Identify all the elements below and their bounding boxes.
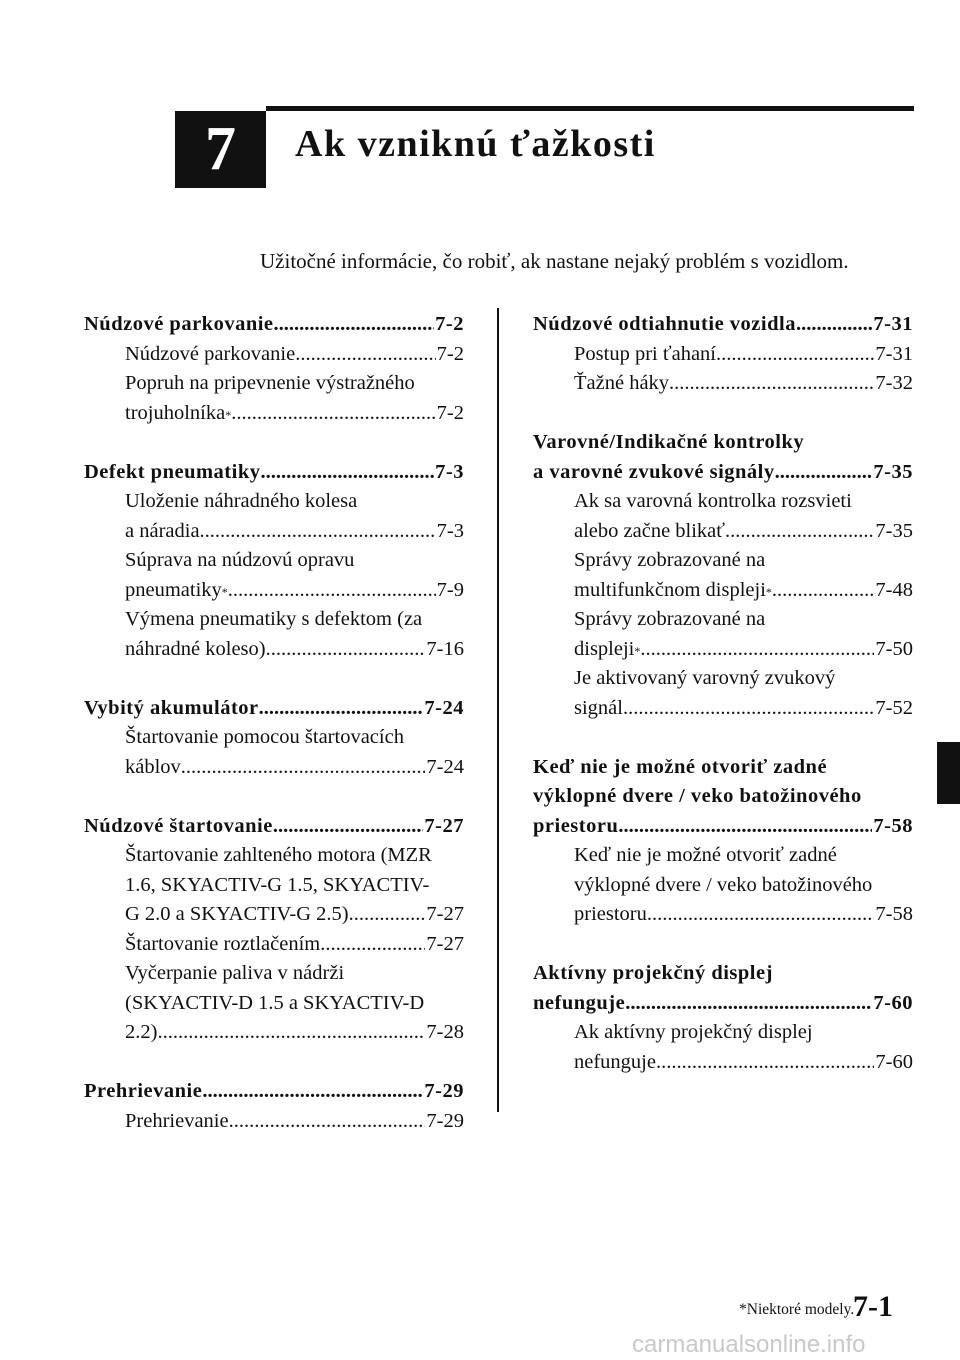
dot-leader — [772, 576, 875, 606]
dot-leader — [623, 694, 874, 724]
toc-sub-entry — [84, 841, 464, 871]
toc-section — [533, 959, 913, 1077]
toc-sub-entry[interactable] — [84, 340, 464, 370]
dot-leader — [157, 1018, 425, 1048]
toc-heading-entry[interactable] — [84, 694, 464, 724]
toc-sub-entry[interactable]: multifunkčnom displeji * ..... 7-48 — [533, 576, 913, 606]
dot-leader — [274, 310, 435, 340]
toc-page-ref: 7-28 — [426, 1021, 464, 1043]
toc-entry-text: priestoru — [574, 903, 647, 925]
toc-sub-entry[interactable] — [84, 635, 464, 665]
toc-sub-entry — [84, 487, 464, 517]
chapter-side-tab — [937, 742, 960, 804]
toc-heading-entry — [533, 959, 913, 989]
toc-entry-text: Núdzové odtiahnutie vozidla — [533, 313, 796, 335]
toc-page-ref: 7-3 — [435, 460, 464, 483]
dot-leader — [228, 576, 436, 606]
toc-entry-text: Súprava na núdzovú opravu — [125, 549, 355, 571]
toc-entry-text: nefunguje — [533, 991, 626, 1014]
toc-entry-text: káblov — [125, 755, 181, 778]
toc-sub-entry[interactable] — [533, 694, 913, 724]
toc-heading-entry[interactable] — [533, 310, 913, 340]
dot-leader — [640, 635, 874, 665]
toc-entry-text: signál — [574, 696, 623, 719]
toc-page-ref: 7-35 — [873, 460, 913, 483]
toc-entry-text: Prehrievanie — [84, 1080, 203, 1102]
toc-heading-entry[interactable] — [84, 1077, 464, 1107]
toc-page-ref: 7-27 — [424, 814, 464, 837]
toc-entry-text: Výmena pneumatiky s defektom (za — [125, 608, 423, 630]
toc-sub-entry[interactable]: pneumatiky * ..... 7-9 — [84, 576, 464, 606]
dot-leader — [320, 930, 425, 960]
toc-sub-entry[interactable] — [533, 517, 913, 547]
toc-heading-entry[interactable] — [533, 458, 913, 488]
dot-leader — [716, 340, 874, 370]
dot-leader — [273, 812, 424, 842]
toc-sub-entry — [533, 487, 913, 517]
toc-entry-text: G 2.0 a SKYACTIV-G 2.5) — [125, 903, 349, 925]
toc-page-ref: 7-48 — [875, 578, 913, 601]
dot-leader — [295, 340, 435, 370]
toc-entry-text: Aktívny projekčný displej — [533, 962, 773, 984]
toc-entry-text: Varovné/Indikačné kontrolky — [533, 431, 805, 453]
toc-page-ref: 7-24 — [426, 755, 464, 778]
toc-entry-text: Núdzové parkovanie — [125, 342, 296, 365]
toc-entry-text: Štartovanie pomocou štartovacích — [125, 726, 404, 748]
toc-sub-entry[interactable]: displeji * ..... 7-50 — [533, 635, 913, 665]
toc-page-ref: 7-2 — [436, 401, 464, 424]
toc-sub-entry — [84, 871, 464, 901]
toc-entry-text: Núdzové parkovanie — [84, 313, 274, 335]
toc-entry-text: displeji — [574, 637, 635, 660]
toc-entry-text: nefunguje — [574, 1050, 656, 1073]
page-number: 7-1 — [853, 1290, 893, 1323]
toc-entry-text: priestoru — [533, 814, 619, 837]
toc-page-ref: 7-52 — [875, 696, 913, 719]
toc-sub-entry — [533, 605, 913, 635]
toc-entry-text: Ak sa varovná kontrolka rozsvieti — [574, 490, 852, 512]
toc-heading-entry — [533, 753, 913, 783]
toc-sub-entry — [84, 369, 464, 399]
dot-leader — [259, 694, 424, 724]
toc-heading-entry[interactable] — [533, 812, 913, 842]
toc-entry-text: výklopné dvere / veko batožinového — [533, 785, 862, 807]
toc-sub-entry — [533, 1018, 913, 1048]
toc-entry-text: Núdzové štartovanie — [84, 814, 273, 837]
toc-sub-entry[interactable] — [84, 1107, 464, 1137]
toc-entry-text: Správy zobrazované na — [574, 549, 766, 571]
toc-page-ref: 7-24 — [424, 696, 464, 719]
dot-leader — [181, 753, 426, 783]
toc-entry-text: Vybitý akumulátor — [84, 696, 259, 719]
toc-entry-text: trojuholníka — [125, 401, 226, 424]
toc-entry-text: 2.2) — [125, 1021, 158, 1043]
toc-section — [533, 753, 913, 930]
toc-section — [84, 1077, 464, 1136]
toc-page-ref: 7-2 — [436, 342, 464, 365]
toc-sub-entry — [84, 546, 464, 576]
dot-leader — [618, 812, 872, 842]
toc-section — [84, 812, 464, 1048]
footnote: *Niektoré modely. — [739, 1301, 855, 1318]
toc-sub-entry[interactable]: trojuholníka * ..... 7-2 — [84, 399, 464, 429]
toc-heading-entry[interactable] — [84, 310, 464, 340]
toc-sub-entry[interactable] — [533, 369, 913, 399]
toc-entry-text: Ak aktívny projekčný displej — [574, 1021, 813, 1043]
toc-sub-entry[interactable] — [84, 930, 464, 960]
toc-page-ref: 7-60 — [873, 991, 913, 1014]
toc-entry-text: Uloženie náhradného kolesa — [125, 490, 358, 512]
toc-section — [84, 310, 464, 428]
toc-entry-text: Defekt pneumatiky — [84, 460, 261, 483]
toc-entry-text: alebo začne blikať — [574, 519, 726, 542]
dot-leader — [796, 310, 872, 340]
toc-page-ref: 7-27 — [426, 903, 464, 925]
toc-sub-entry — [84, 723, 464, 753]
toc-entry-text: (SKYACTIV-D 1.5 a SKYACTIV-D — [125, 991, 425, 1014]
toc-entry-text: výklopné dvere / veko batožinového — [574, 873, 873, 896]
toc-page-ref: 7-32 — [875, 372, 913, 394]
toc-sub-entry — [533, 871, 913, 901]
toc-sub-entry[interactable] — [84, 1018, 464, 1048]
toc-sub-entry — [533, 546, 913, 576]
toc-entry-text: náhradné koleso) — [125, 637, 266, 660]
toc-sub-entry[interactable] — [533, 1048, 913, 1078]
dot-leader — [656, 1048, 874, 1078]
toc-page-ref: 7-50 — [875, 637, 913, 660]
toc-sub-entry[interactable] — [84, 517, 464, 547]
toc-page-ref: 7-9 — [436, 578, 464, 601]
toc-entry-text: multifunkčnom displeji — [574, 578, 766, 601]
toc-page-ref: 7-58 — [875, 903, 913, 925]
toc-section — [84, 458, 464, 665]
dot-leader — [231, 399, 435, 429]
toc-entry-text: Keď nie je možné otvoriť zadné — [574, 844, 837, 866]
toc-entry-text: Prehrievanie — [125, 1109, 229, 1132]
chapter-intro: Užitočné informácie, čo robiť, ak nastane nejaký problém s vozidlom. — [260, 249, 849, 273]
dot-leader — [260, 458, 434, 488]
toc-entry-text: Vyčerpanie paliva v nádrži — [125, 962, 345, 984]
column-divider — [497, 308, 499, 1112]
toc-entry-text: Správy zobrazované na — [574, 608, 766, 630]
chapter-title: Ak vzniknú ťažkosti — [295, 123, 656, 165]
toc-sub-entry — [533, 664, 913, 694]
toc-heading-entry[interactable] — [84, 812, 464, 842]
toc-sub-entry — [84, 989, 464, 1019]
toc-sub-entry — [533, 841, 913, 871]
toc-page-ref: 7-35 — [875, 519, 913, 542]
toc-section — [533, 428, 913, 723]
chapter-number: 7 — [205, 115, 236, 183]
toc-sub-entry[interactable] — [533, 900, 913, 930]
toc-heading-entry — [533, 428, 913, 458]
dot-leader — [266, 635, 426, 665]
toc-section — [84, 694, 464, 783]
toc-page-ref: 7-3 — [436, 519, 464, 542]
dot-leader — [200, 517, 436, 547]
dot-leader — [202, 1077, 423, 1107]
toc-entry-text: 1.6, SKYACTIV-G 1.5, SKYACTIV- — [125, 873, 430, 896]
toc-entry-text: a náradia — [125, 519, 200, 542]
toc-page-ref: 7-29 — [426, 1109, 464, 1132]
toc-right-column — [533, 310, 913, 1077]
toc-section — [533, 310, 913, 399]
toc-entry-text: Ťažné háky — [574, 372, 670, 394]
toc-sub-entry — [84, 959, 464, 989]
chapter-rule — [266, 106, 914, 111]
toc-page-ref: 7-58 — [873, 814, 913, 837]
toc-page-ref: 7-27 — [426, 932, 464, 955]
toc-heading-entry[interactable] — [84, 458, 464, 488]
toc-entry-text: Postup pri ťahaní — [574, 342, 716, 365]
dot-leader — [669, 369, 874, 399]
toc-entry-text: Štartovanie zahlteného motora (MZR — [125, 844, 432, 866]
toc-sub-entry[interactable] — [84, 900, 464, 930]
toc-page-ref: 7-29 — [424, 1080, 464, 1102]
toc-page-ref: 7-31 — [873, 313, 913, 335]
toc-entry-text: Popruh na pripevnenie výstražného — [125, 372, 415, 394]
toc-page-ref: 7-60 — [875, 1050, 913, 1073]
toc-entry-text: pneumatiky — [125, 578, 222, 601]
dot-leader — [229, 1107, 426, 1137]
dot-leader — [349, 900, 426, 930]
toc-sub-entry[interactable] — [84, 753, 464, 783]
dot-leader — [725, 517, 874, 547]
toc-heading-entry — [533, 782, 913, 812]
toc-entry-text: a varovné zvukové signály — [533, 460, 775, 483]
toc-page-ref: 7-2 — [435, 313, 464, 335]
toc-left-column — [84, 310, 464, 1136]
dot-leader — [625, 989, 872, 1019]
chapter-number-box — [175, 111, 266, 188]
dot-leader — [775, 458, 873, 488]
toc-page-ref: 7-16 — [426, 637, 464, 660]
toc-entry-text: Štartovanie roztlačením — [125, 932, 321, 955]
toc-sub-entry[interactable] — [533, 340, 913, 370]
toc-sub-entry — [84, 605, 464, 635]
toc-entry-text: Keď nie je možné otvoriť zadné — [533, 755, 828, 778]
watermark: carmanualsonline.info — [632, 1331, 866, 1358]
dot-leader — [647, 900, 875, 930]
toc-entry-text: Je aktivovaný varovný zvukový — [574, 667, 836, 689]
toc-page-ref: 7-31 — [875, 342, 913, 365]
toc-heading-entry[interactable] — [533, 989, 913, 1019]
